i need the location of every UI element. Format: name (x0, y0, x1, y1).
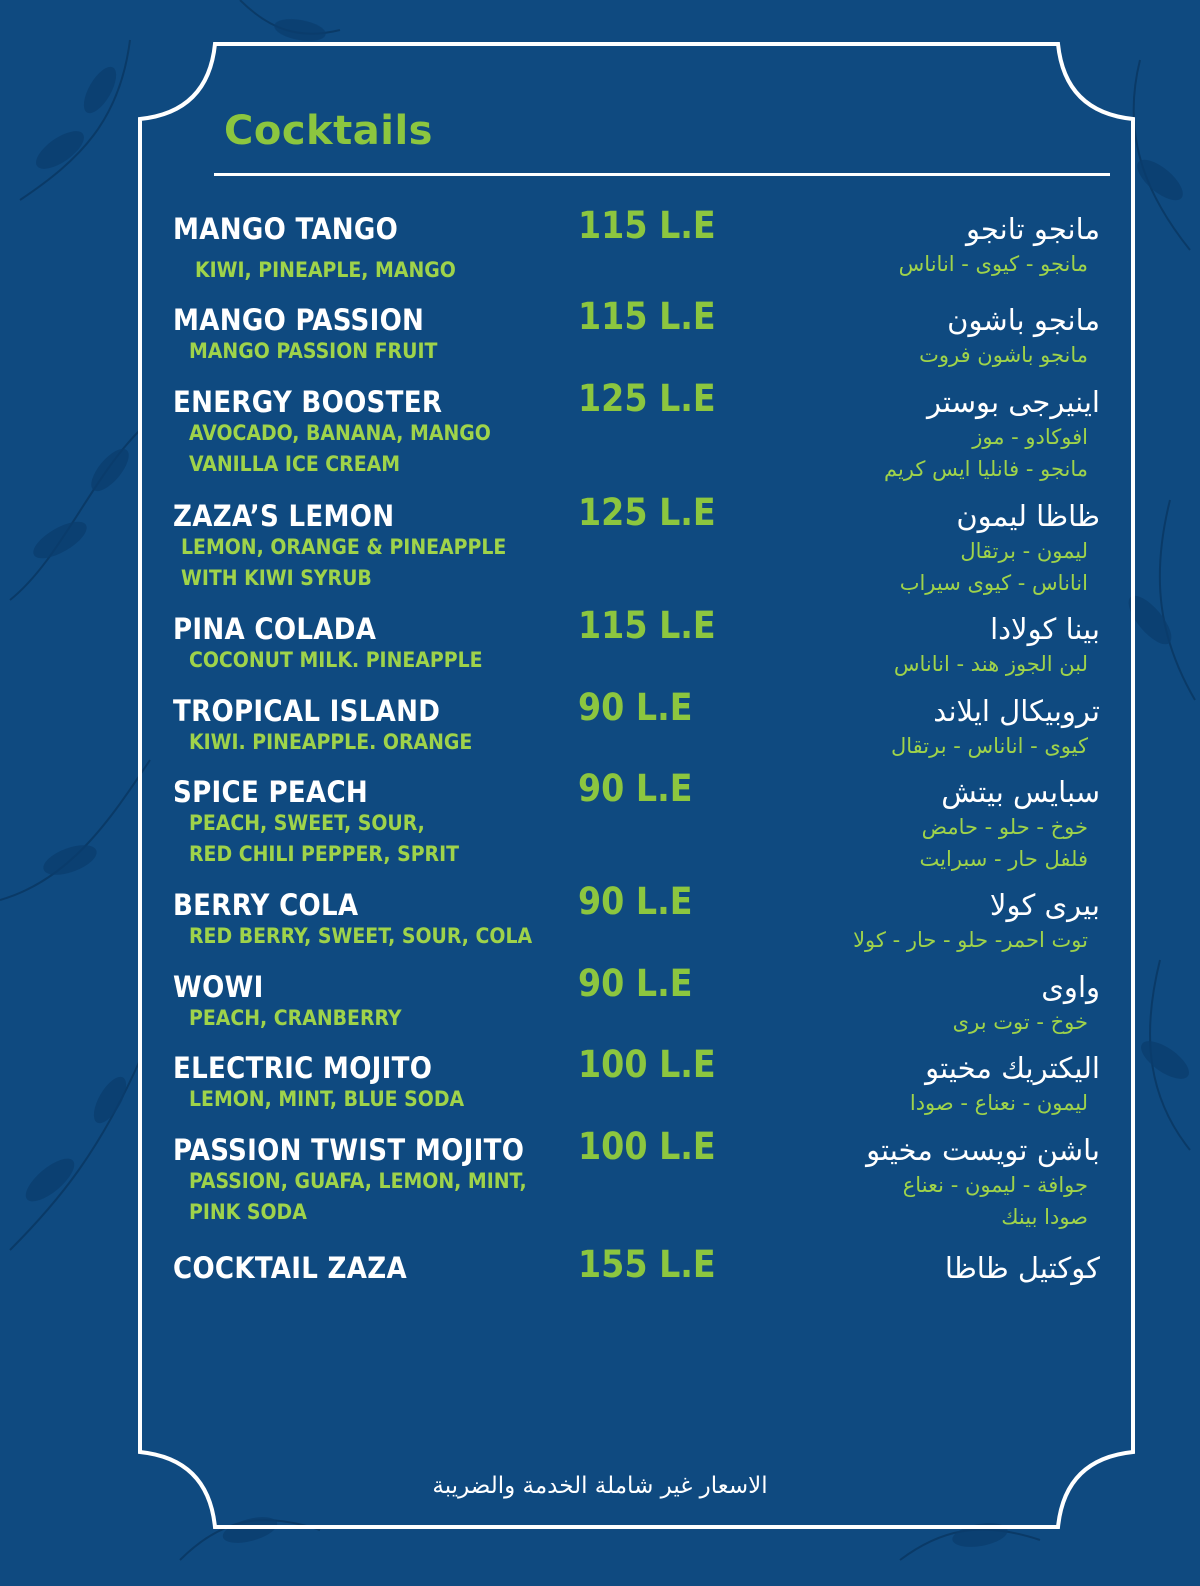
ingredients-line: MANGO PASSION FRUIT (189, 339, 438, 363)
ingredients-line: AVOCADO, BANANA, MANGO (189, 421, 491, 445)
item-name-english: WOWI (173, 970, 264, 1004)
item-price: 155 L.E (578, 1243, 716, 1286)
item-price: 90 L.E (578, 962, 693, 1005)
section-title: Cocktails (224, 108, 433, 154)
item-ingredients-english (189, 921, 532, 952)
item-price: 100 L.E (578, 1125, 716, 1168)
item-ingredients-english (189, 645, 483, 676)
item-ingredients-arabic (894, 648, 1088, 680)
item-ingredients-english (189, 336, 437, 367)
ingredients-line: ليمون - نعناع - صودا (909, 1091, 1088, 1115)
ingredients-line: مانجو باشون فروت (919, 343, 1088, 367)
item-name-arabic: واوى (1041, 970, 1100, 1004)
item-ingredients-arabic (884, 421, 1088, 485)
ingredients-line: VANILLA ICE CREAM (189, 452, 401, 476)
item-name-english: ENERGY BOOSTER (173, 385, 443, 419)
ingredients-line: اناناس - كيوى سيراب (899, 571, 1088, 595)
item-name-arabic: باشن تويست مخيتو (866, 1133, 1100, 1167)
ingredients-line: KIWI. PINEAPPLE. ORANGE (189, 730, 473, 754)
item-price: 115 L.E (578, 295, 716, 338)
item-ingredients-english (189, 1166, 527, 1228)
item-name-arabic: سبايس بيتش (941, 775, 1100, 809)
ingredients-line: WITH KIWI SYRUB (181, 566, 372, 590)
item-ingredients-english (195, 255, 456, 286)
ingredients-line: كيوى - اناناس - برتقال (891, 734, 1088, 758)
item-price: 125 L.E (578, 377, 716, 420)
item-ingredients-english (189, 418, 491, 480)
item-ingredients-arabic (910, 1087, 1088, 1119)
item-ingredients-english (189, 1084, 464, 1115)
item-ingredients-arabic (891, 730, 1088, 762)
item-name-arabic: تروبيكال ايلاند (933, 694, 1100, 728)
item-name-english: ZAZA’S LEMON (173, 499, 395, 533)
ingredients-line: COCONUT MILK. PINEAPPLE (189, 648, 483, 672)
item-name-english: MANGO PASSION (173, 303, 425, 337)
price-disclaimer: الاسعار غير شاملة الخدمة والضريبة (432, 1473, 768, 1499)
ingredients-line: خوخ - توت برى (952, 1010, 1088, 1034)
item-ingredients-english (189, 808, 459, 870)
item-name-english: COCKTAIL ZAZA (173, 1251, 407, 1285)
ingredients-line: مانجو - فانليا ايس كريم (883, 457, 1088, 481)
item-name-arabic: مانجو تانجو (965, 212, 1100, 246)
ingredients-line: صودا بينك (1001, 1205, 1088, 1229)
item-name-english: BERRY COLA (173, 888, 359, 922)
ingredients-line: جوافة - ليمون - نعناع (902, 1173, 1088, 1197)
ingredients-line: توت احمر- حلو - حار - كولا (853, 928, 1088, 952)
title-divider (214, 173, 1110, 176)
ingredients-line: LEMON, MINT, BLUE SODA (189, 1087, 465, 1111)
item-name-arabic: بينا كولادا (990, 612, 1100, 646)
item-ingredients-arabic (919, 339, 1088, 371)
ingredients-line: LEMON, ORANGE & PINEAPPLE (181, 535, 507, 559)
item-price: 90 L.E (578, 767, 693, 810)
item-ingredients-arabic (899, 248, 1088, 280)
item-name-arabic: ظاظا ليمون (956, 499, 1100, 533)
ingredients-line: خوخ - حلو - حامض (921, 815, 1088, 839)
item-name-english: TROPICAL ISLAND (173, 694, 441, 728)
item-ingredients-english (189, 1003, 402, 1034)
ingredients-line: PASSION, GUAFA, LEMON, MINT, (189, 1169, 527, 1193)
item-name-english: ELECTRIC MOJITO (173, 1051, 433, 1085)
item-price: 90 L.E (578, 880, 693, 923)
ingredients-line: PINK SODA (189, 1200, 307, 1224)
ingredients-line: ليمون - برتقال (960, 539, 1088, 563)
item-name-english: PINA COLADA (173, 612, 377, 646)
item-ingredients-arabic (903, 1169, 1088, 1233)
ingredients-line: لبن الجوز هند - اناناس (893, 652, 1088, 676)
item-ingredients-arabic (953, 1006, 1088, 1038)
item-ingredients-english (189, 727, 472, 758)
ingredients-line: افوكادو - موز (972, 425, 1088, 449)
ingredients-line: مانجو - كيوى - اناناس (898, 252, 1088, 276)
item-price: 90 L.E (578, 686, 693, 729)
item-name-english: SPICE PEACH (173, 775, 369, 809)
item-name-arabic: اليكتريك مخيتو (925, 1051, 1100, 1085)
item-ingredients-english (181, 532, 506, 594)
item-name-english: MANGO TANGO (173, 212, 399, 246)
ingredients-line: PEACH, CRANBERRY (189, 1006, 402, 1030)
item-ingredients-arabic (853, 924, 1088, 956)
item-name-arabic: كوكتيل ظاظا (944, 1251, 1100, 1285)
item-name-english: PASSION TWIST MOJITO (173, 1133, 525, 1167)
item-ingredients-arabic (900, 535, 1088, 599)
item-price: 125 L.E (578, 491, 716, 534)
ingredients-line: فلفل حار - سبرايت (919, 847, 1088, 871)
item-name-arabic: بيرى كولا (989, 888, 1100, 922)
item-ingredients-arabic (920, 811, 1088, 875)
ingredients-line: PEACH, SWEET, SOUR, (189, 811, 425, 835)
item-name-arabic: مانجو باشون (947, 303, 1100, 337)
ingredients-line: RED BERRY, SWEET, SOUR, COLA (189, 924, 533, 948)
item-price: 115 L.E (578, 204, 716, 247)
ingredients-line: KIWI, PINEAPLE, MANGO (195, 258, 456, 282)
item-price: 100 L.E (578, 1043, 716, 1086)
ingredients-line: RED CHILI PEPPER, SPRIT (189, 842, 460, 866)
item-name-arabic: اينيرجى بوستر (926, 385, 1100, 419)
item-price: 115 L.E (578, 604, 716, 647)
